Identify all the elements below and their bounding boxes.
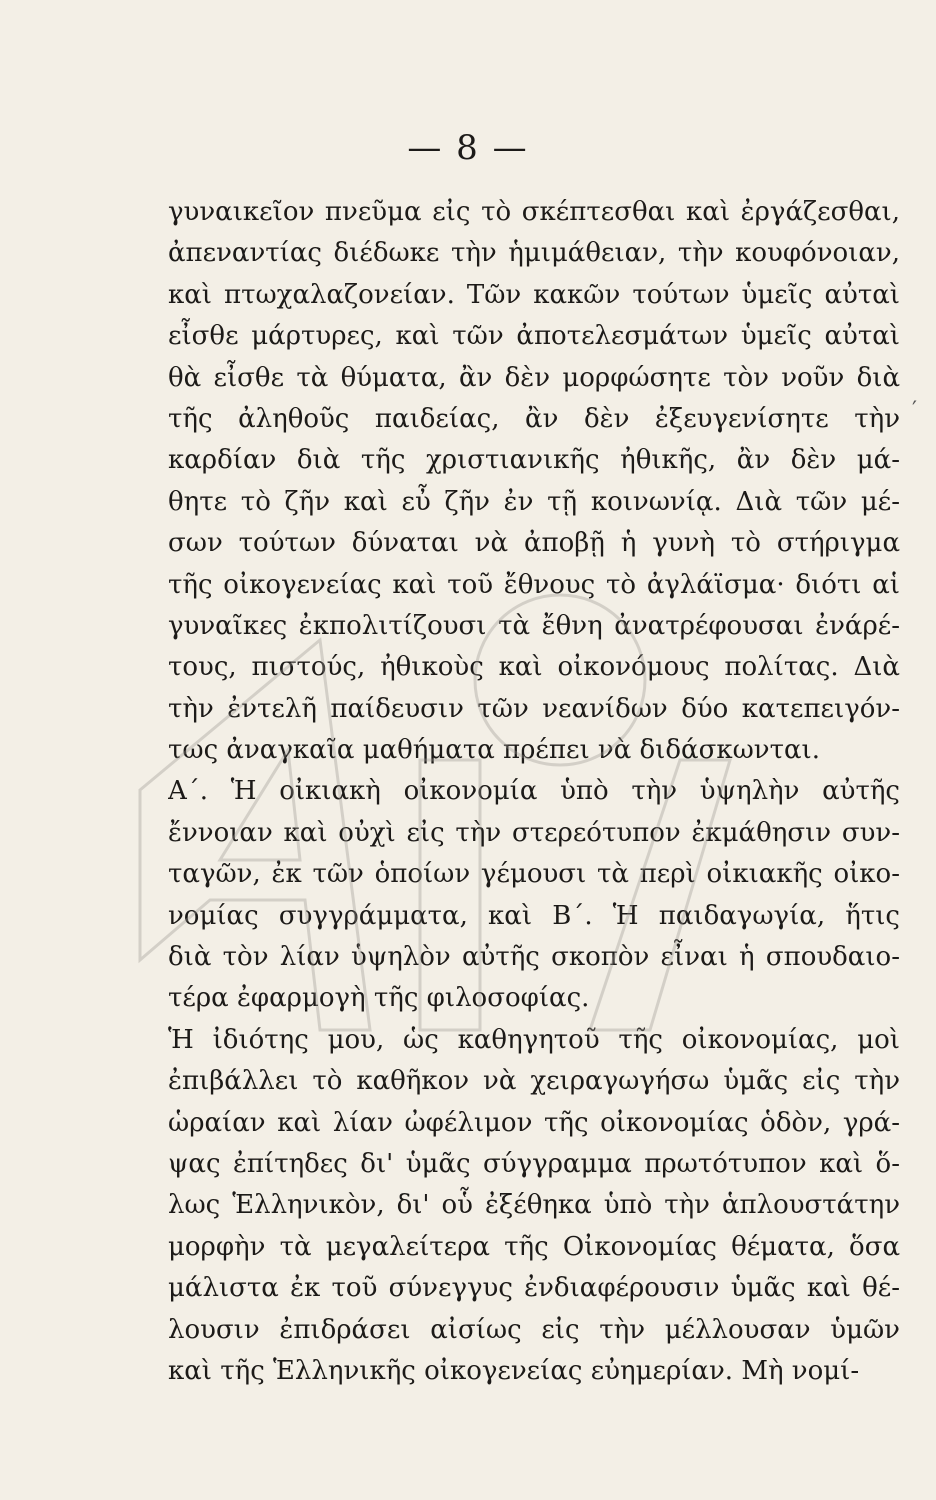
text-line: διὰ τὸν λίαν ὑψηλὸν αὐτῆς σκοπὸν εἶναι ἡ σπουδαιο- — [168, 942, 900, 973]
text-line: θὰ εἶσθε τὰ θύματα, ἂν δὲν μορφώσητε τὸν νοῦν διὰ — [168, 362, 900, 393]
text-line: λως Ἑλληνικὸν, δι' οὗ ἐξέθηκα ὑπὸ τὴν ἁπλουστάτην — [168, 1190, 900, 1221]
body-text — [168, 192, 900, 1392]
text-line: ὡραίαν καὶ λίαν ὠφέλιμον τῆς οἰκονομίας ὁδὸν, γρά- — [168, 1107, 900, 1138]
text-line: Ἡ ἰδιότης μου, ὡς καθηγητοῦ τῆς οἰκονομίας, μοὶ — [168, 1024, 900, 1055]
text-line: μάλιστα ἐκ τοῦ σύνεγγυς ἐνδιαφέρουσιν ὑμᾶς καὶ θέ- — [168, 1273, 900, 1304]
text-line: Α΄. Ἡ οἰκιακὴ οἰκονομία ὑπὸ τὴν ὑψηλὴν αὐτῆς — [168, 776, 900, 807]
text-line: ἐπιβάλλει τὸ καθῆκον νὰ χειραγωγήσω ὑμᾶς εἰς τὴν — [168, 1066, 900, 1097]
text-line: τῆς οἰκογενείας καὶ τοῦ ἔθνους τὸ ἀγλάϊσμα· διότι αἱ — [168, 569, 900, 600]
text-line: ταγῶν, ἐκ τῶν ὁποίων γέμουσι τὰ περὶ οἰκιακῆς οἰκο- — [168, 859, 900, 890]
text-line: γυναῖκες ἐκπολιτίζουσι τὰ ἔθνη ἀνατρέφουσαι ἐνάρέ- — [168, 610, 900, 641]
margin-mark: ′ — [912, 398, 917, 423]
text-line: καὶ πτωχαλαζονείαν. Τῶν κακῶν τούτων ὑμεῖς αὐταὶ — [168, 279, 900, 310]
text-line: εἶσθε μάρτυρες, καὶ τῶν ἀποτελεσμάτων ὑμεῖς αὐταὶ — [168, 321, 900, 352]
text-line: τους, πιστούς, ἠθικοὺς καὶ οἰκονόμους πολίτας. Διὰ — [168, 652, 900, 683]
text-line: καρδίαν διὰ τῆς χριστιανικῆς ἠθικῆς, ἂν δὲν μά- — [168, 445, 900, 476]
text-line: θητε τὸ ζῆν καὶ εὖ ζῆν ἐν τῇ κοινωνίᾳ. Διὰ τῶν μέ- — [168, 486, 900, 517]
text-line: λουσιν ἐπιδράσει αἰσίως εἰς τὴν μέλλουσαν ὑμῶν — [168, 1314, 900, 1345]
text-line: μορφὴν τὰ μεγαλείτερα τῆς Οἰκονομίας θέματα, ὅσα — [168, 1231, 900, 1262]
text-line: τέρα ἐφαρμογὴ τῆς φιλοσοφίας. — [168, 983, 590, 1014]
text-line: τὴν ἐντελῆ παίδευσιν τῶν νεανίδων δύο κατεπειγόν- — [168, 693, 900, 724]
page-number: — 8 — — [407, 128, 529, 168]
text-line: τως ἀναγκαῖα μαθήματα πρέπει νὰ διδάσκωνται. — [168, 735, 820, 766]
text-line: τῆς ἀληθοῦς παιδείας, ἂν δὲν ἐξευγενίσητε τὴν — [168, 403, 900, 434]
text-line: γυναικεῖον πνεῦμα εἰς τὸ σκέπτεσθαι καὶ ἐργάζεσθαι, — [168, 197, 900, 227]
text-line: ἀπεναντίας διέδωκε τὴν ἡμιμάθειαν, τὴν κουφόνοιαν, — [168, 238, 900, 269]
text-line: ψας ἐπίτηδες δι' ὑμᾶς σύγγραμμα πρωτότυπον καὶ ὅ- — [168, 1148, 900, 1179]
text-line: ἔννοιαν καὶ οὐχὶ εἰς τὴν στερεότυπον ἐκμάθησιν συν- — [168, 817, 900, 848]
text-line: νομίας συγγράμματα, καὶ Β΄. Ἡ παιδαγωγία, ἥτις — [168, 900, 900, 931]
text-line: σων τούτων δύναται νὰ ἀποβῇ ἡ γυνὴ τὸ στήριγμα — [168, 528, 900, 559]
text-line: καὶ τῆς Ἑλληνικῆς οἰκογενείας εὐημερίαν. Μὴ νομί- — [168, 1355, 860, 1386]
